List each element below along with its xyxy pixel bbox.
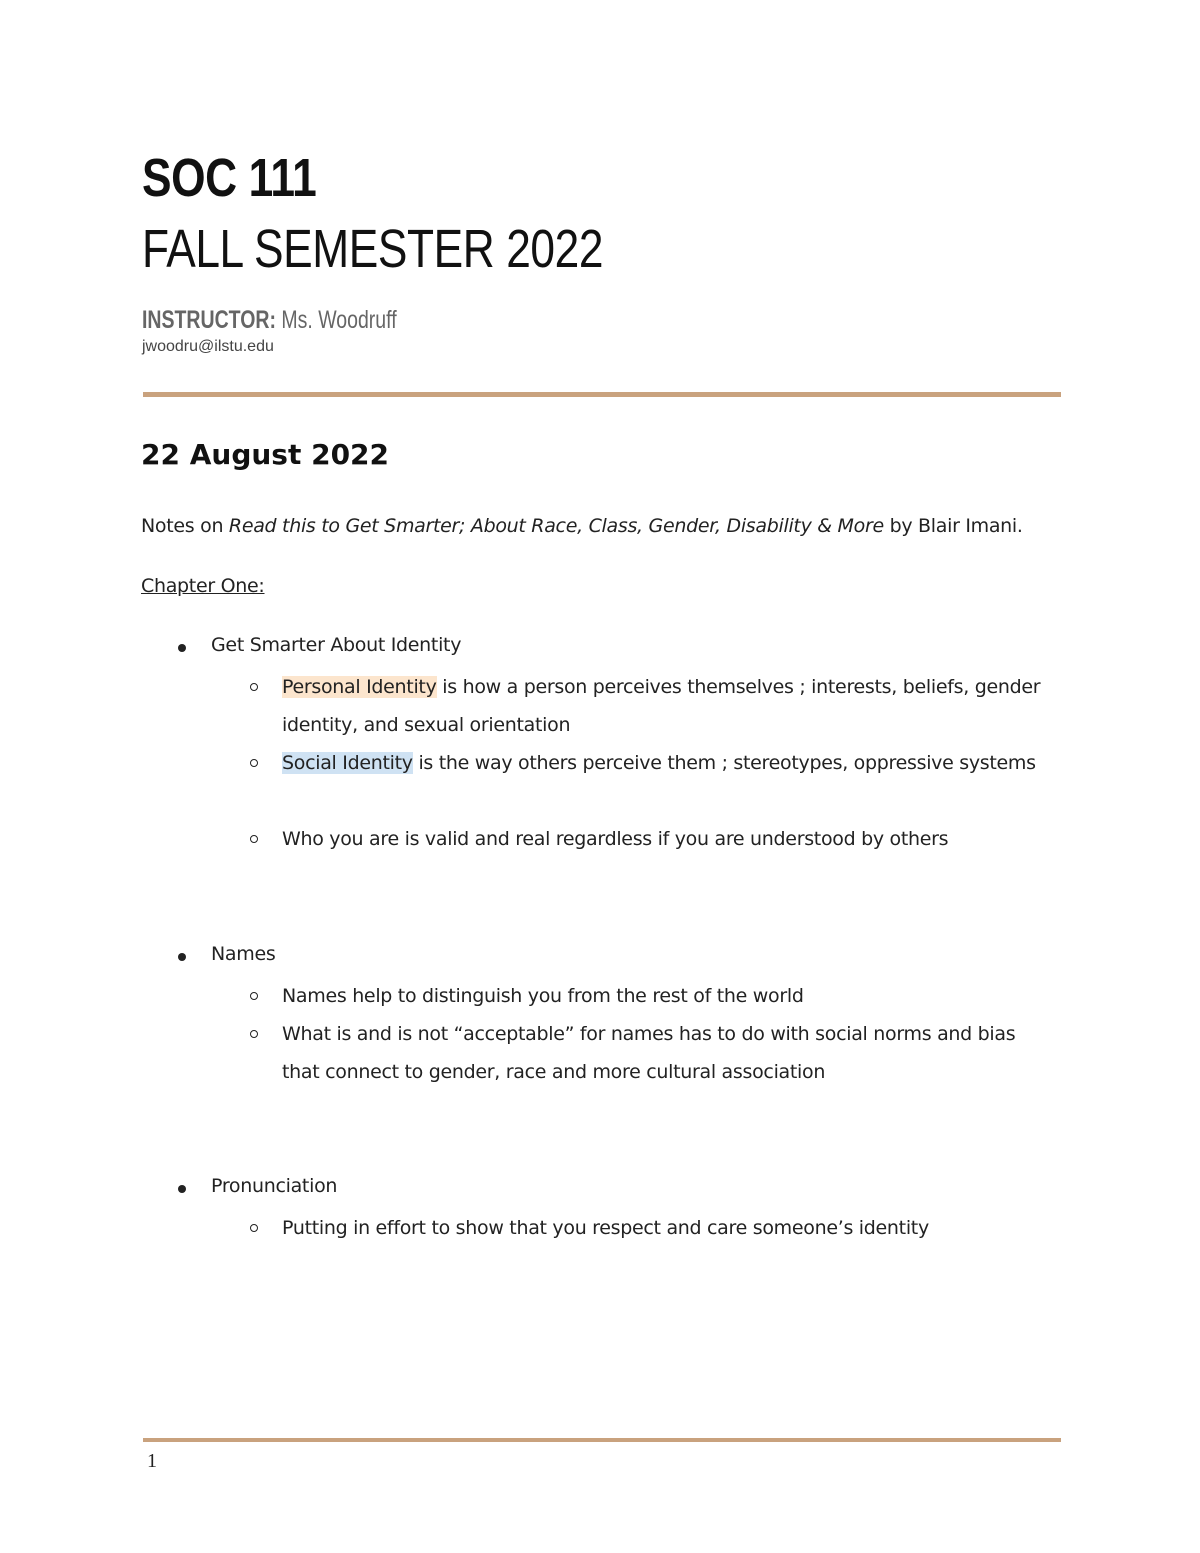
section-title-pronunciation: Pronunciation xyxy=(211,1175,338,1197)
sub-bullet-icon xyxy=(250,835,258,843)
semester-title: FALL SEMESTER 2022 xyxy=(142,219,604,279)
book-title: Read this to Get Smarter; About Race, Class, Gender, Disability & More xyxy=(228,515,884,537)
sub-bullet-icon xyxy=(250,759,258,767)
list-item: What is and is not “acceptable” for names has to do with social norms and bias that connect to gender, race and more cultural association xyxy=(282,1023,1016,1083)
bullet-icon xyxy=(178,1185,186,1193)
bullet-icon xyxy=(178,644,186,652)
header-divider xyxy=(143,392,1061,397)
instructor-email: jwoodru@ilstu.edu xyxy=(142,338,274,355)
sub-bullet-icon xyxy=(250,992,258,1000)
list-item: Putting in effort to show that you respect and care someone’s identity xyxy=(282,1217,929,1239)
instructor-label: INSTRUCTOR: xyxy=(142,306,276,334)
bullet-icon xyxy=(178,953,186,961)
list-item xyxy=(282,744,1042,782)
chapter-heading: Chapter One: xyxy=(141,575,265,597)
list-item: Names help to distinguish you from the rest of the world xyxy=(282,985,804,1007)
instructor-name: Ms. Woodruff xyxy=(275,306,397,334)
instructor-line xyxy=(142,306,397,335)
personal-identity-highlight: Personal Identity xyxy=(282,676,437,698)
sub-bullet-icon xyxy=(250,1030,258,1038)
section-title-names: Names xyxy=(211,943,276,965)
section-title-identity: Get Smarter About Identity xyxy=(211,634,462,656)
list-item-text: is how a person perceives themselves ; interests, beliefs, gender identity, and sexual orientation xyxy=(282,676,1041,736)
notes-prefix: Notes on xyxy=(141,515,229,537)
sub-bullet-icon xyxy=(250,1224,258,1232)
list-item xyxy=(282,668,1042,744)
course-title: SOC 111 xyxy=(142,148,317,208)
list-item: Who you are is valid and real regardless if you are understood by others xyxy=(282,828,949,850)
date-heading: 22 August 2022 xyxy=(141,438,390,471)
social-identity-highlight: Social Identity xyxy=(282,752,413,774)
footer-divider xyxy=(143,1438,1061,1442)
page-number: 1 xyxy=(147,1450,157,1472)
list-item-text: is the way others perceive them ; stereotypes, oppressive systems xyxy=(412,752,1036,774)
notes-intro xyxy=(141,515,1023,537)
sub-bullet-icon xyxy=(250,683,258,691)
notes-suffix: by Blair Imani. xyxy=(883,515,1023,537)
